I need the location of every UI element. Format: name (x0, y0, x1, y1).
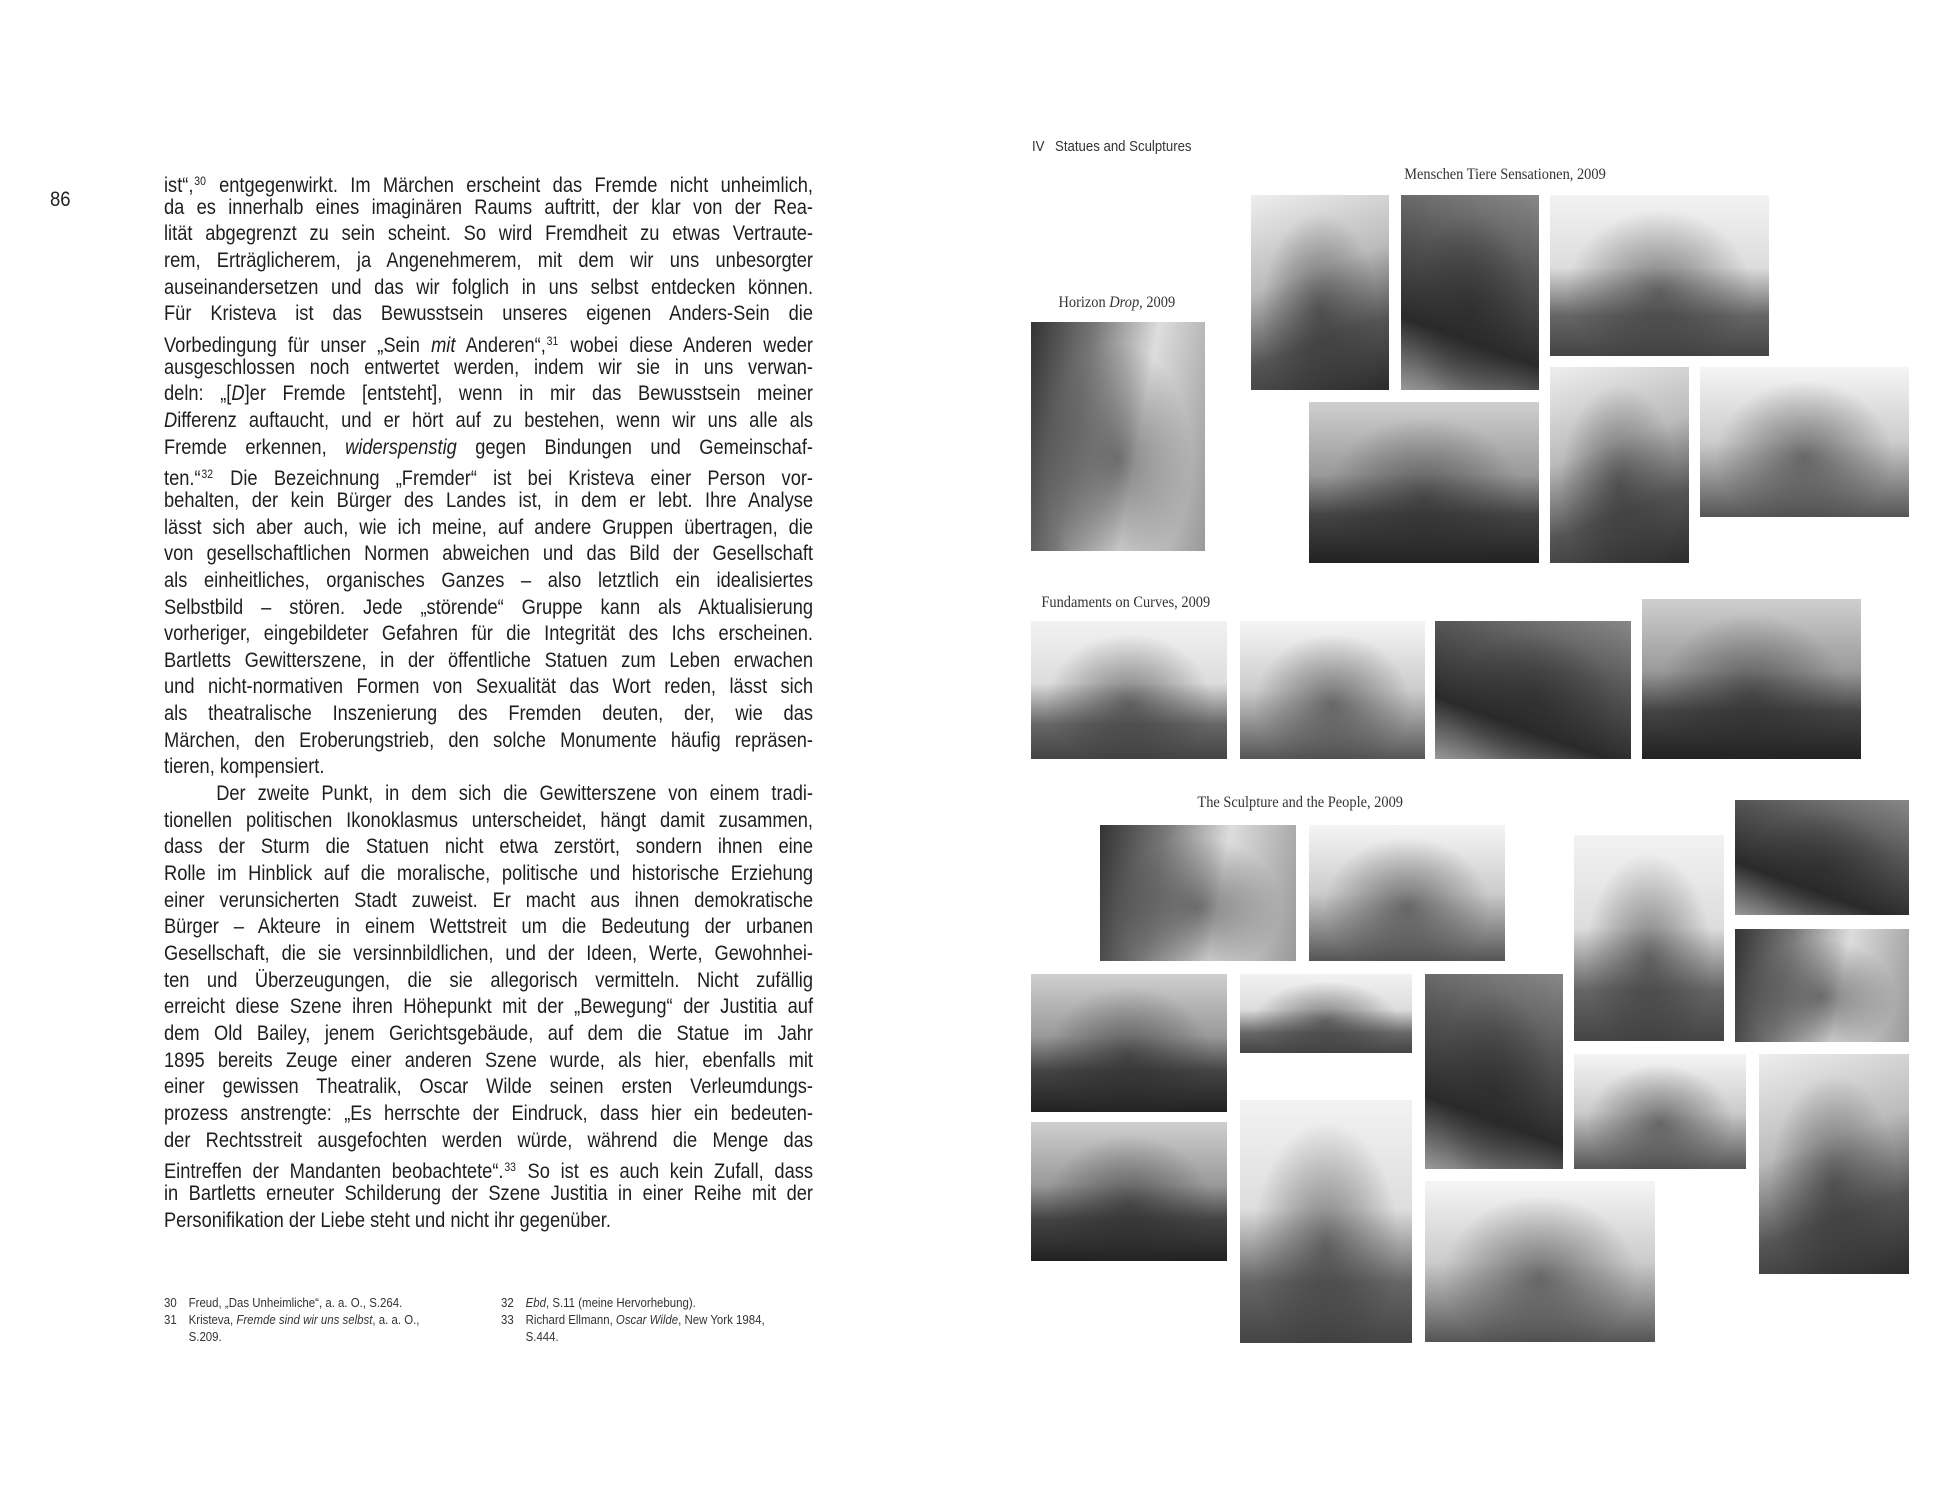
text-run: rem, Erträglicherem, ja Angenehmerem, mit dem wir uns unbesorgter (164, 248, 814, 272)
text-run: und nicht-normativen Formen von Sexualität das Wort reden, lässt sich (164, 675, 814, 699)
text-run: Vorbedingung für unser „Sein (164, 333, 432, 357)
chapter-title: Statues and Sculptures (1055, 138, 1192, 155)
text-line (164, 461, 814, 491)
photo-fundament (1642, 599, 1861, 759)
text-run: Ebd (525, 1295, 547, 1310)
text-run: Rolle im Hinblick auf die moralische, politische und historische Erziehung (164, 862, 814, 886)
text-run: , a. a. O., S.209. (188, 1312, 420, 1344)
text-run: Bürger – Akteure in einem Wettstreit um die Bedeutung der urbanen (164, 915, 814, 939)
text-line (164, 834, 813, 861)
text-run: D (164, 408, 178, 432)
caption-sculpture-people: The Sculpture and the People, 2009 (1197, 794, 1403, 811)
caption-part: , 2009 (1139, 294, 1176, 311)
footnote-number: 30 (164, 1295, 177, 1310)
footnote-text (189, 1311, 455, 1345)
text-line (164, 515, 813, 542)
text-run: So ist es auch kein Zufall, dass (516, 1160, 814, 1184)
footnote-text (189, 1294, 403, 1311)
text-run: deln: „[ (164, 382, 232, 406)
photo-sculpture (1425, 1181, 1655, 1342)
text-run: Selbstbild – stören. Jede „störende“ Gruppe kann als Aktualisierung (164, 595, 814, 619)
footnote (501, 1311, 783, 1345)
text-line (164, 728, 813, 755)
text-run: tionellen politischen Ikonoklasmus unterscheidet, hängt damit zusammen, (164, 808, 814, 832)
text-line (164, 941, 813, 968)
text-line (164, 595, 813, 622)
text-line (164, 888, 813, 915)
text-line (164, 861, 813, 888)
text-run: mit (431, 333, 456, 357)
footnote-ref: 31 (546, 333, 559, 348)
photo-sculpture (1425, 974, 1563, 1169)
photo-installation (1550, 195, 1769, 356)
caption-horizon-drop (1058, 294, 1175, 312)
text-line (164, 994, 813, 1021)
text-run: als einheitliches, organisches Ganzes – also letztlich ein idealisiertes (164, 568, 814, 592)
footnote-ref: 33 (504, 1160, 516, 1175)
text-line (164, 914, 813, 941)
text-run: Fremde erkennen, (164, 435, 346, 459)
text-run: , New York 1984, S.444. (525, 1312, 765, 1344)
photo-sculpture (1240, 974, 1412, 1053)
text-line (164, 328, 813, 355)
text-line (164, 221, 813, 248)
chapter-number: IV (1032, 138, 1045, 155)
photo-fundament (1240, 621, 1425, 759)
text-run: gegen Bindungen und Gemeinschaf- (456, 435, 814, 459)
photo-installation (1251, 195, 1389, 390)
footnote (501, 1294, 783, 1311)
text-run: Märchen, den Eroberungstrieb, den solche Monumente häufig repräsen- (164, 728, 814, 752)
page-number: 86 (50, 188, 71, 211)
footnotes-left (164, 1294, 454, 1345)
text-line (164, 1154, 814, 1184)
text-run: Fremde sind wir uns selbst (236, 1312, 373, 1327)
photo-sculpture (1735, 800, 1909, 915)
text-line (164, 408, 813, 435)
text-line (164, 808, 813, 835)
footnote-text (526, 1311, 783, 1345)
text-run: ausgeschlossen noch entwertet werden, indem wir sie in uns verwan- (164, 355, 814, 379)
footnote-text (526, 1294, 696, 1311)
text-run: Der zweite Punkt, in dem sich die Gewitterszene von einem tradi- (216, 782, 814, 806)
footnotes-right (501, 1294, 783, 1345)
footnote-ref: 32 (201, 467, 214, 482)
text-line (164, 1208, 813, 1235)
text-run: Anderen“, (455, 333, 546, 357)
photo-installation (1401, 195, 1539, 390)
footnote-number: 32 (501, 1295, 514, 1310)
text-line (164, 195, 813, 222)
text-run: prozess anstrengte: „Es herrschte der Eindruck, dass hier ein bedeuten- (164, 1101, 814, 1125)
text-run: D (231, 382, 245, 406)
body-text (164, 168, 813, 1234)
text-line (164, 781, 813, 808)
footnote-ref: 30 (194, 174, 206, 188)
text-run: da es innerhalb eines imaginären Raums auftritt, der klar von der Rea- (164, 195, 814, 219)
text-line (164, 1048, 813, 1075)
text-line (164, 1181, 813, 1208)
text-run: ifferenz auftaucht, und er hört auf zu bestehen, wenn wir uns alle als (177, 408, 814, 432)
text-run: ten und Überzeugungen, die sie allegorisch vermitteln. Nicht zufällig (164, 968, 814, 992)
photo-sculpture (1100, 825, 1296, 961)
text-line (164, 488, 813, 515)
photo-sculpture (1574, 1054, 1746, 1169)
photo-sculpture (1240, 1100, 1412, 1343)
text-line (164, 168, 813, 195)
text-line (164, 435, 813, 462)
footnote (164, 1311, 454, 1345)
photo-installation (1550, 367, 1689, 563)
text-line (164, 1074, 813, 1101)
text-run: einer verunsicherten Stadt zuweist. Er macht aus ihnen demokratische (164, 888, 814, 912)
text-run: in Bartletts erneuter Schilderung der Szene Justitia in einer Reihe mit der (164, 1181, 814, 1205)
text-run: Gesellschaft, die sie versinnbildlichen, und der Ideen, Werte, Gewohnhei- (164, 942, 814, 966)
text-line (164, 754, 813, 781)
text-line (164, 1128, 813, 1155)
text-run: entgegenwirkt. Im Märchen erscheint das Fremde nicht unheimlich, (206, 174, 814, 197)
text-run: Personifikation der Liebe steht und nicht ihr gegenüber. (164, 1208, 611, 1232)
photo-fundament (1435, 621, 1631, 759)
text-run: lässt sich aber auch, wie ich meine, auf andere Gruppen übertragen, die (164, 515, 814, 539)
text-run: ]er Fremde [entsteht], wenn in mir das Bewusstsein meiner (244, 382, 814, 406)
caption-menschen-tiere: Menschen Tiere Sensationen, 2009 (1404, 166, 1606, 183)
text-run: von gesellschaftlichen Normen abweichen und das Bild der Gesellschaft (164, 542, 814, 566)
photo-sculpture (1735, 929, 1909, 1042)
text-run: Richard Ellmann, (525, 1312, 616, 1327)
photo-sculpture (1759, 1054, 1909, 1274)
text-line (164, 248, 813, 275)
text-line (164, 541, 813, 568)
photo-sculpture (1309, 825, 1505, 961)
text-run: Kristeva, (188, 1312, 237, 1327)
text-line (164, 968, 813, 995)
text-run: dass der Sturm die Statuen nicht etwa zerstört, sondern ihnen eine (164, 835, 814, 859)
text-run: dem Old Bailey, jenem Gerichtsgebäude, auf dem die Statue im Jahr (164, 1022, 814, 1045)
text-run: einer gewissen Theatralik, Oscar Wilde seinen ersten Verleumdungs- (164, 1075, 814, 1099)
text-run: erreicht diese Szene ihren Höhepunkt mit der „Bewegung“ der Justitia auf (164, 995, 814, 1019)
text-run: der Rechtsstreit ausgefochten werden würde, während die Menge das (164, 1128, 814, 1152)
text-run: ist“, (164, 174, 194, 197)
footnote-number: 31 (164, 1312, 177, 1327)
text-run: widerspenstig (345, 435, 457, 459)
text-run: Eintreffen der Mandanten beobachtete“. (164, 1160, 504, 1184)
photo-installation (1700, 367, 1909, 517)
text-line (164, 355, 813, 382)
text-run: vorheriger, eingebildeter Gefahren für die Integrität des Ichs erscheinen. (164, 622, 814, 646)
text-run: ten.“ (164, 467, 201, 491)
text-line (164, 568, 813, 595)
text-run: als theatralische Inszenierung des Fremden deuten, der, wie das (164, 702, 814, 726)
text-run: auseinandersetzen und das wir folglich in uns selbst entdecken können. (164, 275, 814, 299)
text-line (164, 275, 813, 302)
photo-sculpture (1574, 835, 1724, 1041)
running-header (1032, 138, 1192, 155)
text-line (164, 701, 813, 728)
text-run: Oscar Wilde (615, 1312, 679, 1327)
text-line (164, 301, 813, 328)
text-line (164, 621, 813, 648)
photo-sculpture (1031, 974, 1227, 1112)
text-run: Bartletts Gewitterszene, in der öffentliche Statuen zum Leben erwachen (164, 648, 814, 672)
photo-sculpture (1031, 1122, 1227, 1261)
caption-part: Drop (1109, 294, 1140, 311)
text-line (164, 381, 813, 408)
text-run: Die Bezeichnung „Fremder“ ist bei Kristeva einer Person vor- (213, 467, 814, 491)
photo-equestrian-statue (1031, 322, 1205, 551)
footnote-number: 33 (501, 1312, 514, 1327)
text-run: Freud, „Das Unheimliche“, a. a. O., S.264. (188, 1295, 403, 1310)
photo-fundament (1031, 621, 1227, 759)
text-line (164, 1101, 813, 1128)
caption-fundaments: Fundaments on Curves, 2009 (1041, 594, 1211, 611)
text-run: Für Kristeva ist das Bewusstsein unseres eigenen Anders-Sein die (164, 302, 814, 326)
text-run: , S.11 (meine Hervorhebung). (546, 1295, 696, 1310)
text-line (164, 1021, 813, 1048)
text-run: lität abgegrenzt zu sein scheint. So wird Fremdheit zu etwas Vertraute- (164, 222, 814, 246)
photo-installation (1309, 402, 1539, 563)
text-run: wobei diese Anderen weder (559, 333, 814, 357)
footnote (164, 1294, 454, 1311)
caption-part: Horizon (1058, 294, 1110, 311)
text-run: tieren, kompensiert. (164, 755, 325, 779)
text-line (164, 648, 813, 675)
text-run: behalten, der kein Bürger des Landes ist, in dem er lebt. Ihre Analyse (164, 488, 814, 512)
text-run: 1895 bereits Zeuge einer anderen Szene wurde, als hier, ebenfalls mit (164, 1048, 814, 1072)
text-line (164, 674, 813, 701)
